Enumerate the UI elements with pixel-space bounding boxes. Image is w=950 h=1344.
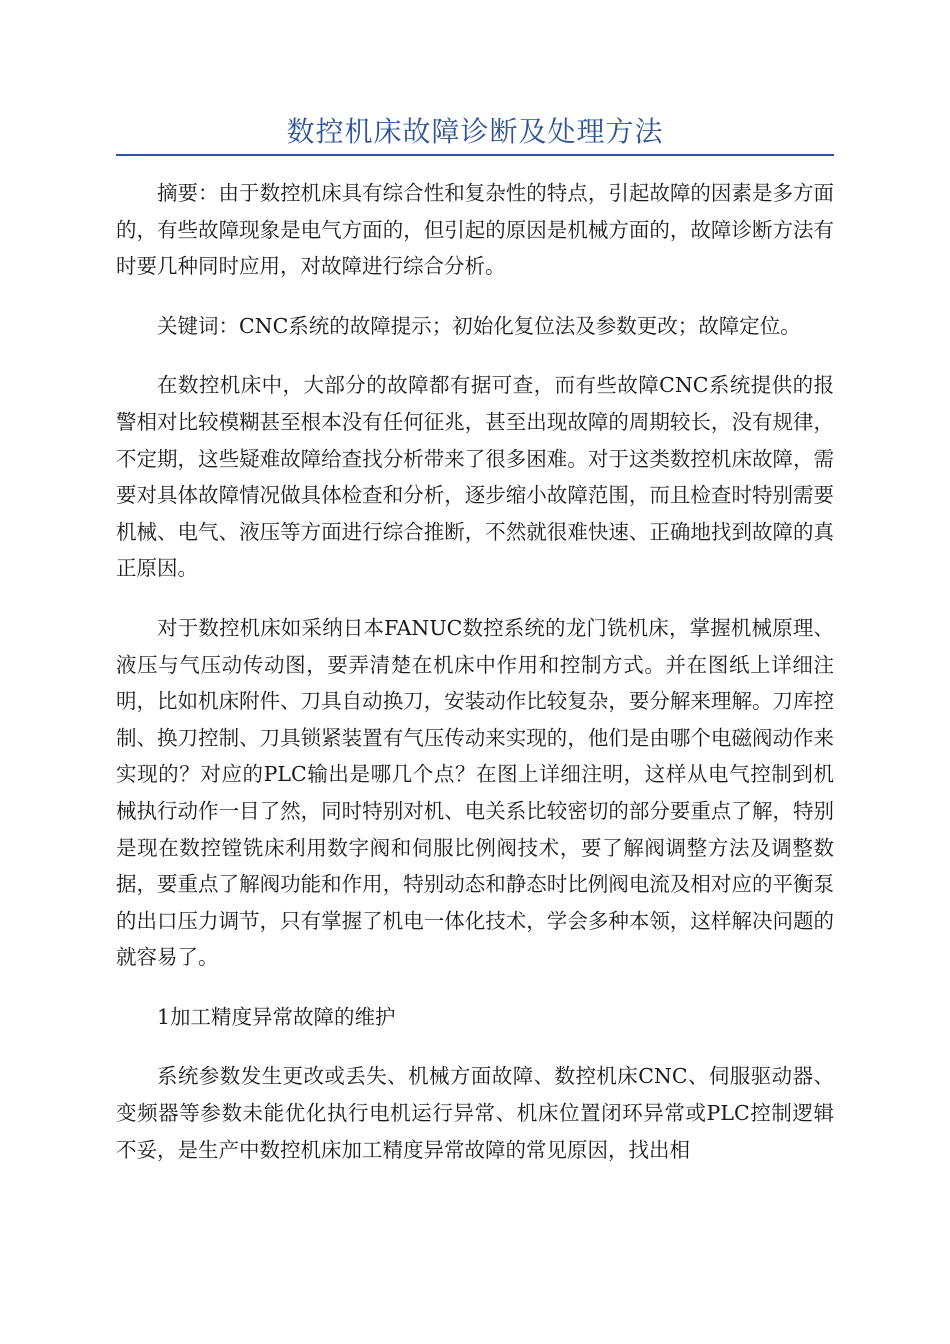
abstract-paragraph: 摘要：由于数控机床具有综合性和复杂性的特点，引起故障的因素是多方面的，有些故障现象是电气方面的，但引起的原因是机械方面的，故障诊断方法有时要几种同时应用，对故障进行综合分析。	[116, 181, 834, 279]
document-title: 数控机床故障诊断及处理方法	[286, 115, 664, 148]
title-underline	[116, 154, 834, 156]
body-paragraph: 系统参数发生更改或丢失、机械方面故障、数控机床CNC、伺服驱动器、变频器等参数未能优化执行电机运行异常、机床位置闭环异常或PLC控制逻辑不妥，是生产中数控机床加工精度异常故障的常见原因，找出相	[116, 1064, 834, 1162]
document-body	[116, 175, 834, 1191]
section-heading: 1加工精度异常故障的维护	[157, 1004, 396, 1029]
body-paragraph: 对于数控机床如采纳日本FANUC数控系统的龙门铣机床，掌握机械原理、液压与气压动传动图，要弄清楚在机床中作用和控制方式。并在图纸上详细注明，比如机床附件、刀具自动换刀，安装动作比较复杂，要分解来理解。刀库控制、换刀控制、刀具锁紧装置有气压传动来实现的，他们是由哪个电磁阀动作来实现的？对应的PLC输出是哪几个点？在图上详细注明，这样从电气控制到机械执行动作一目了然，同时特别对机、电关系比较密切的部分要重点了解，特别是现在数控镗铣床利用数字阀和伺服比例阀技术，要了解阀调整方法及调整数据，要重点了解阀功能和作用，特别动态和静态时比例阀电流及相对应的平衡泵的出口压力调节，只有掌握了机电一体化技术，学会多种本领，这样解决问题的就容易了。	[116, 615, 834, 970]
keywords-paragraph: 关键词：CNC系统的故障提示；初始化复位法及参数更改；故障定位。	[157, 313, 801, 338]
body-paragraph: 在数控机床中，大部分的故障都有据可查，而有些故障CNC系统提供的报警相对比较模糊甚至根本没有任何征兆，甚至出现故障的周期较长，没有规律，不定期，这些疑难故障给查找分析带来了很多困难。对于这类数控机床故障，需要对具体故障情况做具体检查和分析，逐步缩小故障范围，而且检查时特别需要机械、电气、液压等方面进行综合推断，不然就很难快速、正确地找到故障的真正原因。	[116, 373, 834, 581]
